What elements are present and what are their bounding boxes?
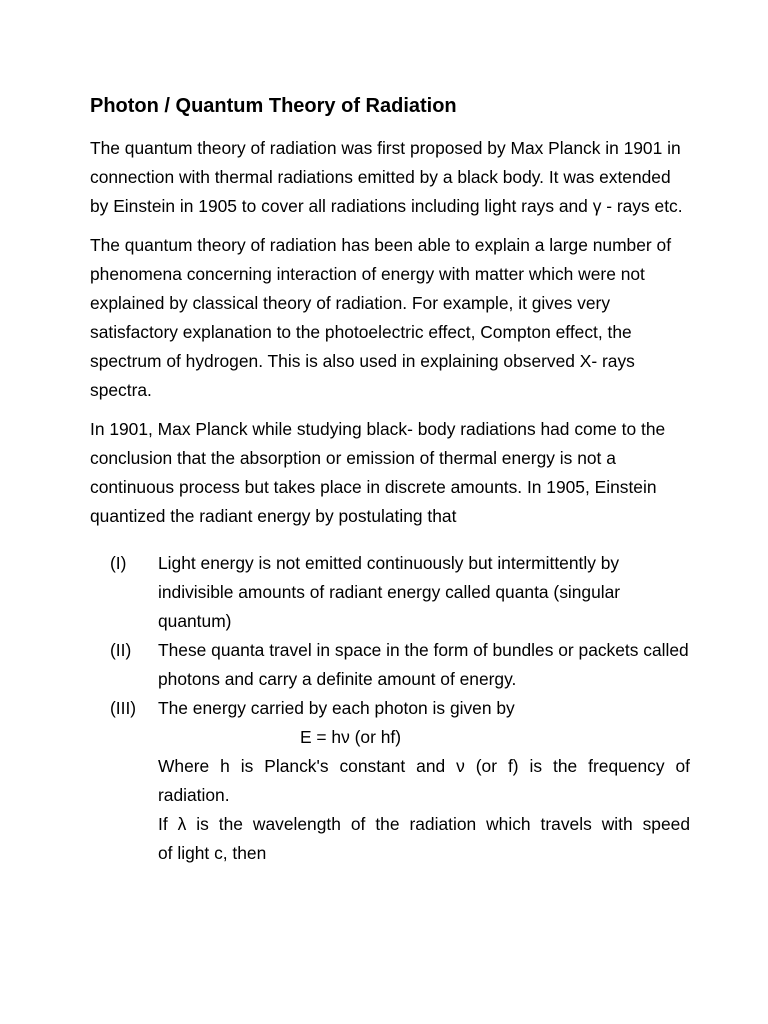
list-item-text: These quanta travel in space in the form of bundles or packets called photons and carry a definite amount of energy.: [158, 640, 689, 689]
list-item-text: The energy carried by each photon is given by: [158, 698, 515, 718]
list-item-body: [158, 694, 690, 868]
document-title: Photon / Quantum Theory of Radiation: [90, 95, 457, 117]
list-marker: (I): [110, 553, 127, 573]
planck-constant-note: Where h is Planck's constant and ν (or f) is the frequency of: [158, 756, 690, 776]
list-item: [90, 694, 690, 868]
list-item: [90, 636, 690, 694]
wavelength-note-cont: of light c, then: [158, 843, 267, 863]
postulates-list: [90, 549, 690, 868]
planck-constant-note-cont: radiation.: [158, 785, 230, 805]
photon-energy-equation: E = hν (or hf): [300, 727, 401, 747]
list-marker: (III): [110, 698, 137, 718]
list-item-text: Light energy is not emitted continuously but intermittently by indivisible amounts of radiant energy called quanta (singular quantum): [158, 553, 621, 631]
wavelength-note: If λ is the wavelength of the radiation which travels with speed: [158, 814, 690, 834]
list-marker: (II): [110, 640, 132, 660]
document-page: [90, 92, 690, 868]
list-item: [90, 549, 690, 636]
paragraph-phenomena-explained: The quantum theory of radiation has been able to explain a large number of phenomena concerning interaction of energy with matter which were not explained by classical theory of radiation. For example, it gives very satisfactory explanation to the photoelectric effect, Compton effect, the spectrum of hydrogen. This is also used in explaining observed X- rays spectra.: [90, 235, 672, 400]
paragraph-planck-1901: In 1901, Max Planck while studying black- body radiations had come to the conclusion that the absorption or emission of thermal energy is not a continuous process but takes place in discrete amounts. In 1905, Einstein quantized the radiant energy by postulating that: [90, 419, 666, 526]
paragraph-planck-einstein-intro: The quantum theory of radiation was first proposed by Max Planck in 1901 in connection with thermal radiations emitted by a black body. It was extended by Einstein in 1905 to cover all radiations including light rays and γ - rays etc.: [90, 138, 683, 216]
